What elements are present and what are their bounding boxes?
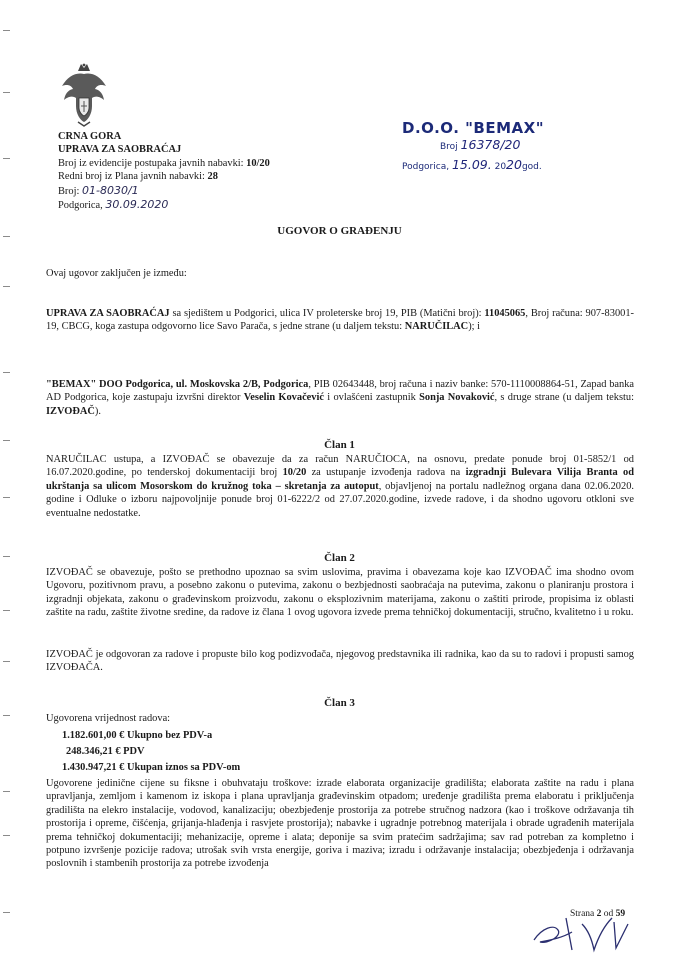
amount-without-vat: 1.182.601,00 € Ukupno bez PDV-a (62, 730, 213, 741)
coat-of-arms-icon (58, 62, 110, 128)
article-2-paragraph-2: IZVOĐAČ je odgovoran za radove i propuste bilo kog podizvođača, njegovog predstavnika ili radnika, kao da su to radovi i propusti samog IZVOĐAČA. (46, 649, 634, 674)
stamp-date-line: Podgorica, 15.09. 2020god. (402, 156, 542, 172)
article-2-heading: Član 2 (324, 552, 355, 564)
party-contracting-authority: UPRAVA ZA SAOBRAĆAJ sa sjedištem u Podgorici, ulica IV proleterske broj 19, PIB (Matični broj): 11045065, Broj računa: 907-83001-19, CBCG, koga zastupa odgovorno lice Savo Parača, s jedne strane (u daljem tekstu: NARUČILAC); i (46, 308, 634, 333)
party-contractor: "BEMAX" DOO Podgorica, ul. Moskovska 2/B, Podgorica, PIB 02643448, broj računa i naziv banke: 570-1110008864-51, Zapad banka AD Podgorica, koje zastupaju izvršni direktor Veselin Kovačević i ovlašćeni zastupnik Sonja Novaković, s druge strane (u daljem tekstu: IZVOĐAČ). (46, 379, 634, 417)
country-name: CRNA GORA (58, 131, 122, 142)
agency-header (58, 130, 358, 212)
plan-number-line: Redni broj iz Plana javnih nabavki: 28 (58, 171, 218, 183)
place-date-line: Podgorica, 30.09.2020 (58, 198, 169, 212)
article-1-heading: Član 1 (324, 439, 355, 451)
article-3-heading: Član 3 (324, 697, 355, 709)
reference-number-line: Broj: 01-8030/1 (58, 183, 139, 197)
handwritten-reference: 01-8030/1 (81, 183, 139, 197)
article-3-body: Ugovorene jedinične cijene su fiksne i obuhvataju troškove: izrade elaborata organizacije gradilišta; elaborata zaštite na radu i plana upravljanja, zemljom i kamenom iz iskopa i plana upravljanja građevinskim otpadom; uređenje gradilišta prema elaboratu i priključenja gradilišta na elekro instalacije, vodovod, kanalizaciju; obezbjeđenje prostorija za potrebe stručnog nadzora (kao i troškove održavanja tih prostorija i opreme, čišćenja, grijanja-hlađenja i rasvjete prostorija); nabavke i ugradnje potrebnog materijala i obrade ugrađenih materijala prema tehničkoj dokumentaciji; mehanizacije, opreme i alata; deponije sa svim pratećim sadržajima; sav rad potreban za kompletno i potpuno izvršenje pozicije radova; utrošak svih vrsta energije, goriva i maziva; izradu i održavanje instalacija; obezbjeđenja i održavanja poslovnih i stambenih prostorija za potrebe izvođenja (46, 778, 634, 870)
agency-name: UPRAVA ZA SAOBRAĆAJ (58, 144, 182, 156)
intro-text: Ovaj ugovor zaključen je između: (46, 268, 187, 279)
stamp-number-line: Broj 16378/20 (440, 137, 521, 153)
amount-total: 1.430.947,21 € Ukupan iznos sa PDV-om (62, 762, 241, 773)
company-stamp (402, 119, 582, 174)
article-1-text: NARUČILAC ustupa, a IZVOĐAČ se obavezuje da za račun NARUČIOCA, na osnovu, predate ponude broj 01-5852/1 od 16.07.2020.godine, po tenderskoj dokumentaciji broj 10/20 za ustupanje izvođenja radova na izgradnji Bulevara Vilija Branta od ukrštanja sa ulicom Mosorskom do kružnog toka – skretanja za autoput, objavljenoj na portalu nadležnog organa dana 02.06.2020. godine i Odluke o izboru najpovoljnije ponude broj 01-6222/2 od 27.07.2020.godine, izvede radove, i da shodno ugovoru otkloni sve eventualne nedostatke. (46, 454, 634, 519)
contract-title: UGOVOR O GRAĐENJU (277, 225, 402, 237)
article-2-paragraph-1: IZVOĐAČ se obavezuje, pošto se prethodno upoznao sa svim uslovima, pravima i obavezama koje kao IZVOĐAČ ima shodno ovom Ugovoru, pozitivnom pravu, a posebno zakonu o putevima, zakonu o bezbjednosti saobraćaja na putevima, zakonu o planiranju prostora i izgradnji objekata, zakonu o građevinskom proizvodu, zakonu o eksplozivnim materijama, zakonu o zaštiti prirode, propisima iz oblasti zaštite na radu, zaštite životne sredine, da radove iz člana 1 ovog ugovora izvede prema tehničkoj dokumentaciji, stručno, kvalitetno i u roku. (46, 567, 634, 619)
contract-value-label: Ugovorena vrijednost radova: (46, 713, 171, 724)
left-margin-marks (0, 0, 14, 960)
evidence-number-line: Broj iz evidencije postupaka javnih nabavki: 10/20 (58, 157, 270, 169)
handwritten-date: 30.09.2020 (105, 198, 169, 212)
amount-vat: 248.346,21 € PDV (66, 746, 145, 757)
page-number: Strana 2 od 59 (570, 909, 626, 919)
signature-initials-icon (528, 910, 638, 956)
stamp-company-name: D.O.O. "BEMAX" (402, 119, 545, 137)
